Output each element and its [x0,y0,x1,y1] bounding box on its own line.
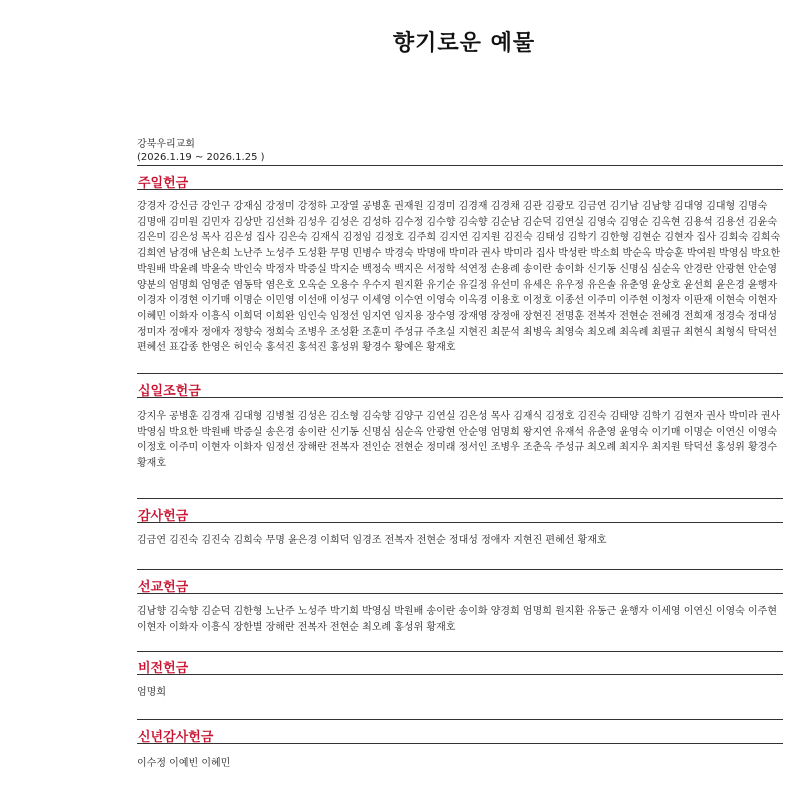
donor-names: 김남향 김숙향 김순덕 김한형 노난주 노성주 박기희 박영심 박원배 송이란 송이화 양경희 엄명희 원지환 유동근 윤행자 이세영 이연신 이영숙 이주현 이현자 이화자 이흥식 장한별 장해란 전복자 전현순 최오례 홍성위 황재호 [137,606,777,633]
section-title: 선교헌금 [138,580,189,595]
section-title: 십일조헌금 [138,384,201,399]
donor-names: 강지우 공병훈 김경재 김대형 김병철 김성은 김소형 김숙향 김양구 김연실 김은성 목사 김재식 김정호 김진숙 김태양 김학기 김현자 권사 박미라 권사 박영심 박요한 박원배 박증실 송은경 송이란 신기동 신명심 심순옥 안광현 안순영 엄명희 왕지연 유재석 유춘영 윤영숙 이기매 이명순 이연신 이영숙 이정호 이주미 이현자 이화자 임정선 장해란 전복자 전인순 전현순 정미래 정서인 조병우 조춘옥 주성규 최오례 최지우 최지원 탁덕선 홍성위 황경수 황재호 [137,411,781,470]
page-title: 향기로운 예물 [392,31,536,56]
donor-names: 김금연 김진숙 김진숙 김희숙 무명 윤은경 이희덕 임경조 전복자 전현순 정대성 정애자 지현진 편혜선 황재호 [137,535,607,546]
church-name: 강북우리교회 [137,139,195,150]
date-range: (2026.1.19 ~ 2026.1.25 ) [137,152,265,163]
section-title: 감사헌금 [138,509,189,524]
section-title: 신년감사헌금 [138,730,214,745]
section-vision-offering [137,652,783,720]
section-mission-offering [137,570,783,652]
donor-names: 이수정 이예빈 이혜민 [137,758,231,769]
header-meta [137,138,265,164]
section-sunday-offering [137,166,783,374]
section-tithe [137,374,783,499]
section-title: 비전헌금 [138,661,189,676]
section-title: 주일헌금 [138,176,189,191]
donor-names: 강경자 강신금 강인구 강재심 강정미 강정하 고장열 공병훈 권재원 김경미 김경재 김경채 김관 김광모 김금연 김기남 김남향 김대영 김대형 김명숙 김명애 김미원 김민자 김상만 김선화 김성우 김성은 김성하 김수정 김수향 김숙향 김순남 김순덕 김연실 김영숙 김영순 김옥현 김용석 김용선 김윤숙 김은미 김은성 목사 김은성 집사 김은숙 김재식 김정임 김정호 김주희 김지연 김지원 김진숙 김태성 김학기 김한형 김현순 김현자 집사 김회숙 김희숙 김희연 남경애 남은희 노난주 노성주 도성환 무명 민병수 박경숙 박명애 박미라 권사 박미라 집사 박성란 박소희 박순옥 박승훈 박여원 박영심 박요한 박원배 박윤례 박윤숙 박인숙 박정자 박증실 박지순 백정숙 백지은 서정학 석연정 손용례 송이란 송이화 신기동 신명심 심순옥 안경란 안광현 안순영 양분의 엄명희 엄영준 염동탁 염은호 오옥순 오용수 우수지 원지환 유기순 유길정 유선미 유세은 유우정 유은솔 유춘영 윤상호 윤선희 윤은경 윤행자 이경자 이경현 이기매 이명순 이민영 이선애 이성구 이세영 이수연 이영숙 이옥경 이용호 이정호 이종선 이주미 이주현 이청자 이판재 이현숙 이현자 이혜민 이화자 이흥식 이희덕 이희완 임인숙 임정선 임지연 임지용 장수영 장재영 장정애 장현진 전명훈 전복자 전현순 전혜경 전희재 정경숙 정대성 정미자 정애자 정애자 정향숙 정희숙 조병우 조성환 조훈미 주성규 주초실 지현진 최문석 최병옥 최영숙 최오례 최옥례 최필규 최현식 최형식 탁덕선 편혜선 표갑종 한영은 허인숙 홍석진 홍석진 홍성위 황경수 황예은 황재호 [137,201,781,354]
section-thanksgiving-offering [137,499,783,570]
donor-names: 엄명희 [137,687,166,698]
section-new-year-thanksgiving [137,720,783,784]
offering-list [137,165,783,784]
